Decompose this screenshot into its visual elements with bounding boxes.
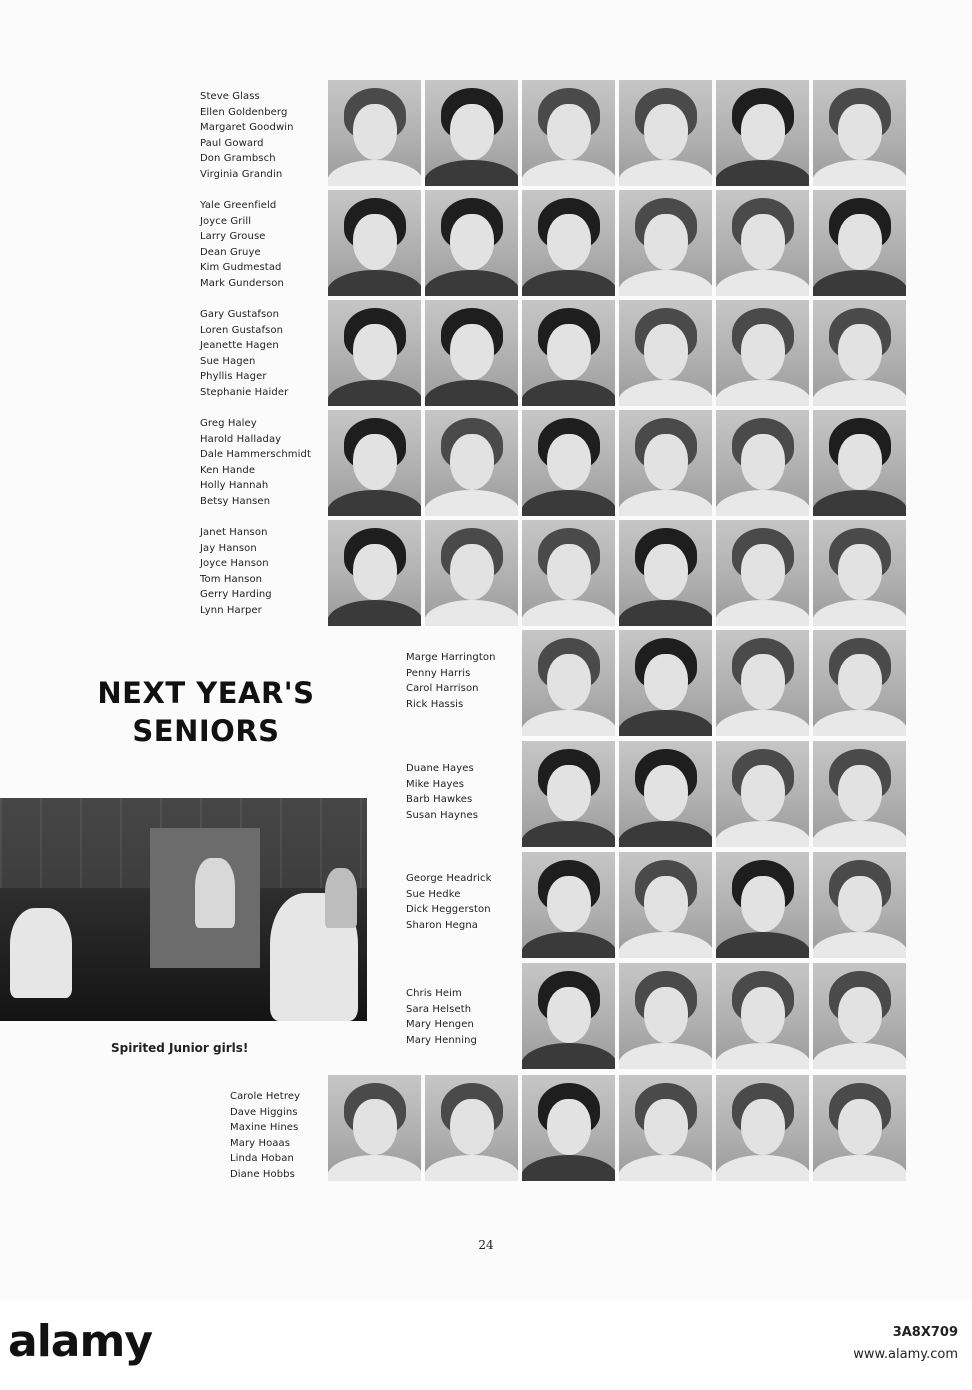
name-list (406, 986, 477, 1048)
student-name: Jeanette Hagen (200, 340, 279, 352)
student-name: Greg Haley (200, 418, 257, 429)
portrait-row (328, 300, 906, 406)
student-name: Mary Hoaas (230, 1137, 291, 1149)
student-name: Joyce Hanson (200, 558, 269, 570)
student-portrait (716, 852, 809, 958)
student-portrait (813, 300, 906, 406)
student-name: Tom Hanson (200, 573, 263, 585)
student-name: Penny Harris (406, 667, 471, 679)
student-portrait (716, 190, 809, 296)
student-name: Chris Heim (406, 988, 462, 999)
student-name: Barb Hawkes (406, 794, 473, 806)
student-name: Harold Halladay (200, 433, 282, 445)
student-portrait (619, 80, 712, 186)
student-portrait (522, 410, 615, 516)
name-list (406, 650, 496, 712)
student-portrait (813, 963, 906, 1069)
student-name: Loren Gustafson (200, 324, 284, 336)
student-name: Holly Hannah (200, 480, 269, 492)
student-name: Susan Haynes (406, 809, 479, 821)
student-portrait (716, 410, 809, 516)
student-name: Mike Hayes (406, 778, 465, 790)
student-name: Linda Hoban (230, 1153, 294, 1165)
student-name: Betsy Hansen (200, 495, 271, 507)
student-name: Margaret Goodwin (200, 122, 294, 134)
portrait-row (328, 1075, 906, 1181)
student-portrait (328, 1075, 421, 1181)
student-portrait (522, 300, 615, 406)
student-portrait (716, 300, 809, 406)
student-portrait (522, 520, 615, 626)
name-list (200, 525, 272, 619)
portrait-row (328, 520, 906, 626)
student-portrait (619, 852, 712, 958)
student-portrait (716, 630, 809, 736)
student-name: Lynn Harper (200, 604, 262, 616)
heading-line: NEXT YEAR'S (97, 676, 315, 710)
student-name: Sara Helseth (406, 1003, 472, 1015)
student-name: Don Grambsch (200, 153, 276, 165)
heading-line: SENIORS (132, 714, 280, 748)
student-portrait (425, 1075, 518, 1181)
photo-caption: Spirited Junior girls! (111, 1041, 249, 1055)
student-name: Sue Hagen (200, 355, 256, 367)
student-name: Stephanie Haider (200, 386, 289, 398)
student-name: Maxine Hines (230, 1122, 299, 1134)
name-list (406, 871, 491, 933)
student-name: Dick Heggerston (406, 904, 491, 916)
student-portrait (522, 190, 615, 296)
student-name: Carol Harrison (406, 683, 479, 695)
student-name: Duane Hayes (406, 763, 474, 774)
name-list (200, 416, 311, 510)
student-portrait (522, 630, 615, 736)
student-portrait (813, 741, 906, 847)
student-portrait (813, 1075, 906, 1181)
student-name: Yale Greenfield (200, 200, 277, 211)
student-name: Steve Glass (200, 91, 260, 102)
student-portrait (813, 80, 906, 186)
portrait-row (522, 630, 906, 736)
student-name: Ken Hande (200, 464, 256, 476)
student-name: Janet Hanson (200, 527, 268, 538)
student-portrait (522, 963, 615, 1069)
student-portrait (716, 963, 809, 1069)
student-name: Paul Goward (200, 137, 264, 149)
page-number: 24 (478, 1238, 494, 1252)
student-portrait (328, 410, 421, 516)
page-heading (56, 674, 356, 750)
student-portrait (328, 190, 421, 296)
student-portrait (328, 80, 421, 186)
student-portrait (813, 852, 906, 958)
student-portrait (619, 410, 712, 516)
student-name: Dean Gruye (200, 246, 261, 258)
name-list (230, 1089, 300, 1183)
student-portrait (813, 630, 906, 736)
student-portrait (425, 190, 518, 296)
name-list (200, 89, 294, 183)
student-portrait (716, 741, 809, 847)
student-portrait (813, 410, 906, 516)
image-id: 3A8X709 (892, 1325, 958, 1340)
student-name: Joyce Grill (200, 215, 252, 227)
student-portrait (716, 520, 809, 626)
student-portrait (425, 410, 518, 516)
portrait-row (328, 80, 906, 186)
student-name: Mary Henning (406, 1034, 477, 1046)
student-portrait (425, 300, 518, 406)
student-name: Gerry Harding (200, 589, 272, 601)
student-name: Phyllis Hager (200, 371, 267, 383)
name-list (200, 198, 284, 292)
portrait-row (328, 410, 906, 516)
site-url: www.alamy.com (853, 1347, 958, 1362)
student-portrait (522, 1075, 615, 1181)
student-portrait (328, 520, 421, 626)
student-name: Jay Hanson (200, 542, 257, 554)
portrait-row (522, 852, 906, 958)
student-name: Gary Gustafson (200, 309, 280, 320)
student-name: Rick Hassis (406, 698, 464, 710)
student-portrait (522, 741, 615, 847)
footer-meta (853, 1322, 958, 1366)
student-name: Dale Hammerschmidt (200, 449, 311, 461)
student-portrait (619, 190, 712, 296)
student-portrait (619, 1075, 712, 1181)
student-name: Mary Hengen (406, 1019, 474, 1031)
student-name: George Headrick (406, 873, 492, 884)
student-portrait (619, 520, 712, 626)
student-portrait (522, 852, 615, 958)
student-portrait (619, 963, 712, 1069)
student-portrait (619, 300, 712, 406)
student-name: Kim Gudmestad (200, 262, 282, 274)
portrait-row (522, 963, 906, 1069)
student-name: Marge Harrington (406, 652, 496, 663)
student-portrait (619, 741, 712, 847)
student-name: Larry Grouse (200, 231, 266, 243)
student-name: Carole Hetrey (230, 1091, 301, 1102)
student-name: Diane Hobbs (230, 1168, 295, 1180)
student-name: Sharon Hegna (406, 919, 479, 931)
name-list (200, 307, 288, 401)
student-name: Ellen Goldenberg (200, 106, 288, 118)
alamy-logo: alamy (8, 1316, 152, 1367)
student-name: Mark Gunderson (200, 277, 284, 289)
student-portrait (425, 80, 518, 186)
student-name: Dave Higgins (230, 1106, 298, 1118)
student-name: Virginia Grandin (200, 168, 283, 180)
student-portrait (425, 520, 518, 626)
candid-photo (0, 798, 367, 1021)
watermark-footer (0, 1300, 972, 1390)
student-portrait (619, 630, 712, 736)
student-name: Sue Hedke (406, 888, 461, 900)
student-portrait (522, 80, 615, 186)
student-portrait (328, 300, 421, 406)
portrait-row (522, 741, 906, 847)
student-portrait (716, 1075, 809, 1181)
student-portrait (813, 190, 906, 296)
portrait-row (328, 190, 906, 296)
name-list (406, 761, 478, 823)
student-portrait (716, 80, 809, 186)
student-portrait (813, 520, 906, 626)
